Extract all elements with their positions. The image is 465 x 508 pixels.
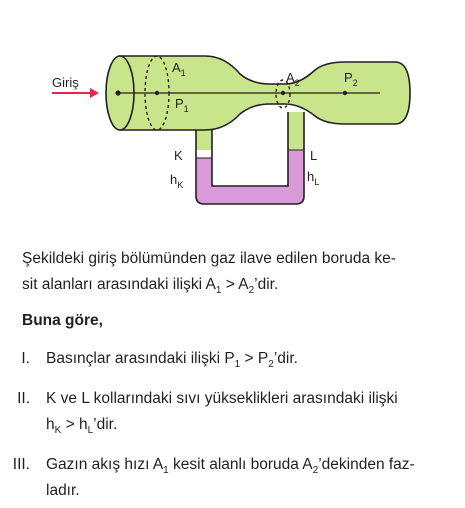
label-P2: $P_2$ [344, 70, 358, 88]
statement-text-line-2: ladır. [46, 482, 80, 499]
stem-line-1: Şekildeki giriş bölümünden gaz ilave edilen boruda ke- [22, 250, 396, 267]
statement-text-line-1: K ve L kollarındaki sıvı yükseklikleri arasındaki ilişki [46, 390, 398, 407]
statement-text: Basınçlar arasındaki ilişki $P_1$ > $P_2’dir$. [46, 350, 298, 370]
label-hL: $h_L$ [307, 169, 320, 187]
statement-text-line-1: Gazın akış hızı $A_1$ kesit alanlı boruda $A_2’dekinden$ faz- [46, 456, 415, 476]
inlet-label: Giriş [52, 75, 79, 90]
statement-number: II. [17, 390, 30, 407]
label-K: K [174, 148, 183, 163]
statement-text-line-2: $h_K$ > $h_L’dir$. [46, 416, 118, 436]
stem-line-2: sit alanları arasındaki ilişki $A_1$ > $A_2’dir$. [22, 276, 279, 296]
question-stem [22, 246, 447, 298]
statement-number: I. [21, 350, 30, 367]
label-hK: $h_K$ [170, 172, 184, 190]
label-L: L [310, 148, 318, 163]
label-A1: $A_1$ [172, 60, 186, 78]
label-A2: $A_2$ [286, 70, 300, 88]
statement-number: III. [12, 456, 30, 473]
question-lead: Buna göre, [22, 312, 103, 329]
label-P1: $P_1$ [175, 96, 189, 114]
venturi-pipe [106, 56, 410, 130]
venturi-tube-figure [0, 0, 465, 230]
